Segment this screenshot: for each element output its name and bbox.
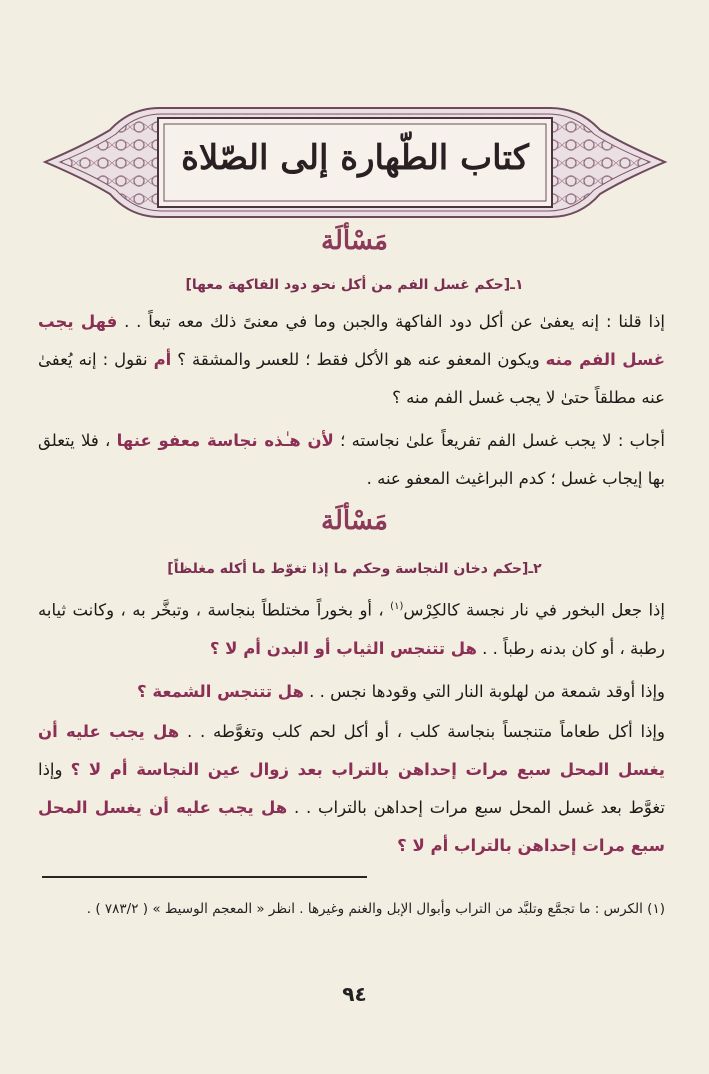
text-run: ويكون المعفو عنه هو الأكل فقط ؛ للعسر والمشقة ؟	[171, 350, 546, 369]
issue-1-question	[38, 303, 665, 417]
issue-2-p3	[38, 713, 665, 865]
footnote-ref[interactable]: (١)	[390, 601, 404, 612]
highlight-text: فهل يجب غسل الفم منه	[38, 312, 666, 369]
chapter-title: كتاب الطّهارة إلى الصّلاة	[181, 138, 529, 178]
highlight-text: هل تتنجس الثياب أو البدن أم لا ؟	[209, 638, 477, 658]
text-run: إذا جعل البخور في نار نجسة كالكِرْس	[403, 600, 665, 620]
text-run: وإذا تغوَّط بعد غسل المحل سبع مرات إحداهن بالتراب . .	[38, 760, 665, 817]
text-run: وإذا أوقد شمعة من لهلوبة النار التي وقودها نجس . .	[303, 682, 665, 701]
footnote: (١) الكرس : ما تجمَّع وتلبَّد من التراب وأبوال الإبل والغنم وغيرها . انظر « المعجم الوسيط » ( ٧٨٣/٢ ) .	[86, 901, 665, 917]
issue-2-p2	[38, 673, 665, 711]
text-run: ، أو بخوراً مختلطاً بنجاسة ، وتبخَّر به ، وكانت ثيابه رطبة ، أو كان بدنه رطباً . .	[38, 600, 665, 658]
section-heading: مَسْألَة	[321, 226, 388, 256]
highlight-text: أم	[153, 350, 172, 369]
issue-2-p1	[38, 588, 665, 668]
footnote-divider	[42, 876, 367, 878]
issue-title: ٢ـ[حكم دخان النجاسة وحكم ما إذا تغوّط ما أكله مغلظاً]	[167, 561, 542, 577]
text-run: وإذا أكل طعاماً متنجساً بنجاسة كلب ، أو أكل لحم كلب وتغوَّطه . .	[179, 722, 665, 741]
issue-1-answer	[38, 422, 665, 498]
highlight-text: هل يجب عليه أن يغسل المحل سبع مرات إحداهن بالتراب بعد زوال عين النجاسة أم لا ؟	[38, 722, 665, 779]
issue-title: ١ـ[حكم غسل الفم من أكل نحو دود الفاكهة معها]	[185, 277, 524, 293]
highlight-text: لأن هـٰذه نجاسة معفو عنها	[116, 431, 334, 450]
highlight-text: هل يجب عليه أن يغسل المحل سبع مرات إحداهن بالتراب أم لا ؟	[38, 798, 665, 855]
text-run: ، فلا يتعلق بها إيجاب غسل ؛ كدم البراغيث المعفو عنه .	[38, 431, 665, 488]
page-number: ٩٤	[342, 982, 367, 1006]
highlight-text: هل تتنجس الشمعة ؟	[137, 682, 304, 701]
text-run: أجاب : لا يجب غسل الفم تفريعاً علىٰ نجاسته ؛	[333, 431, 665, 450]
text-run: نقول : إنه يُعفىٰ عنه مطلقاً حتىٰ لا يجب غسل الفم منه ؟	[38, 350, 665, 407]
section-heading: مَسْألَة	[321, 506, 388, 536]
chapter-banner	[40, 100, 670, 225]
text-run: إذا قلنا : إنه يعفىٰ عن أكل دود الفاكهة والجبن وما في معنىً ذلك معه تبعاً . .	[124, 312, 665, 331]
